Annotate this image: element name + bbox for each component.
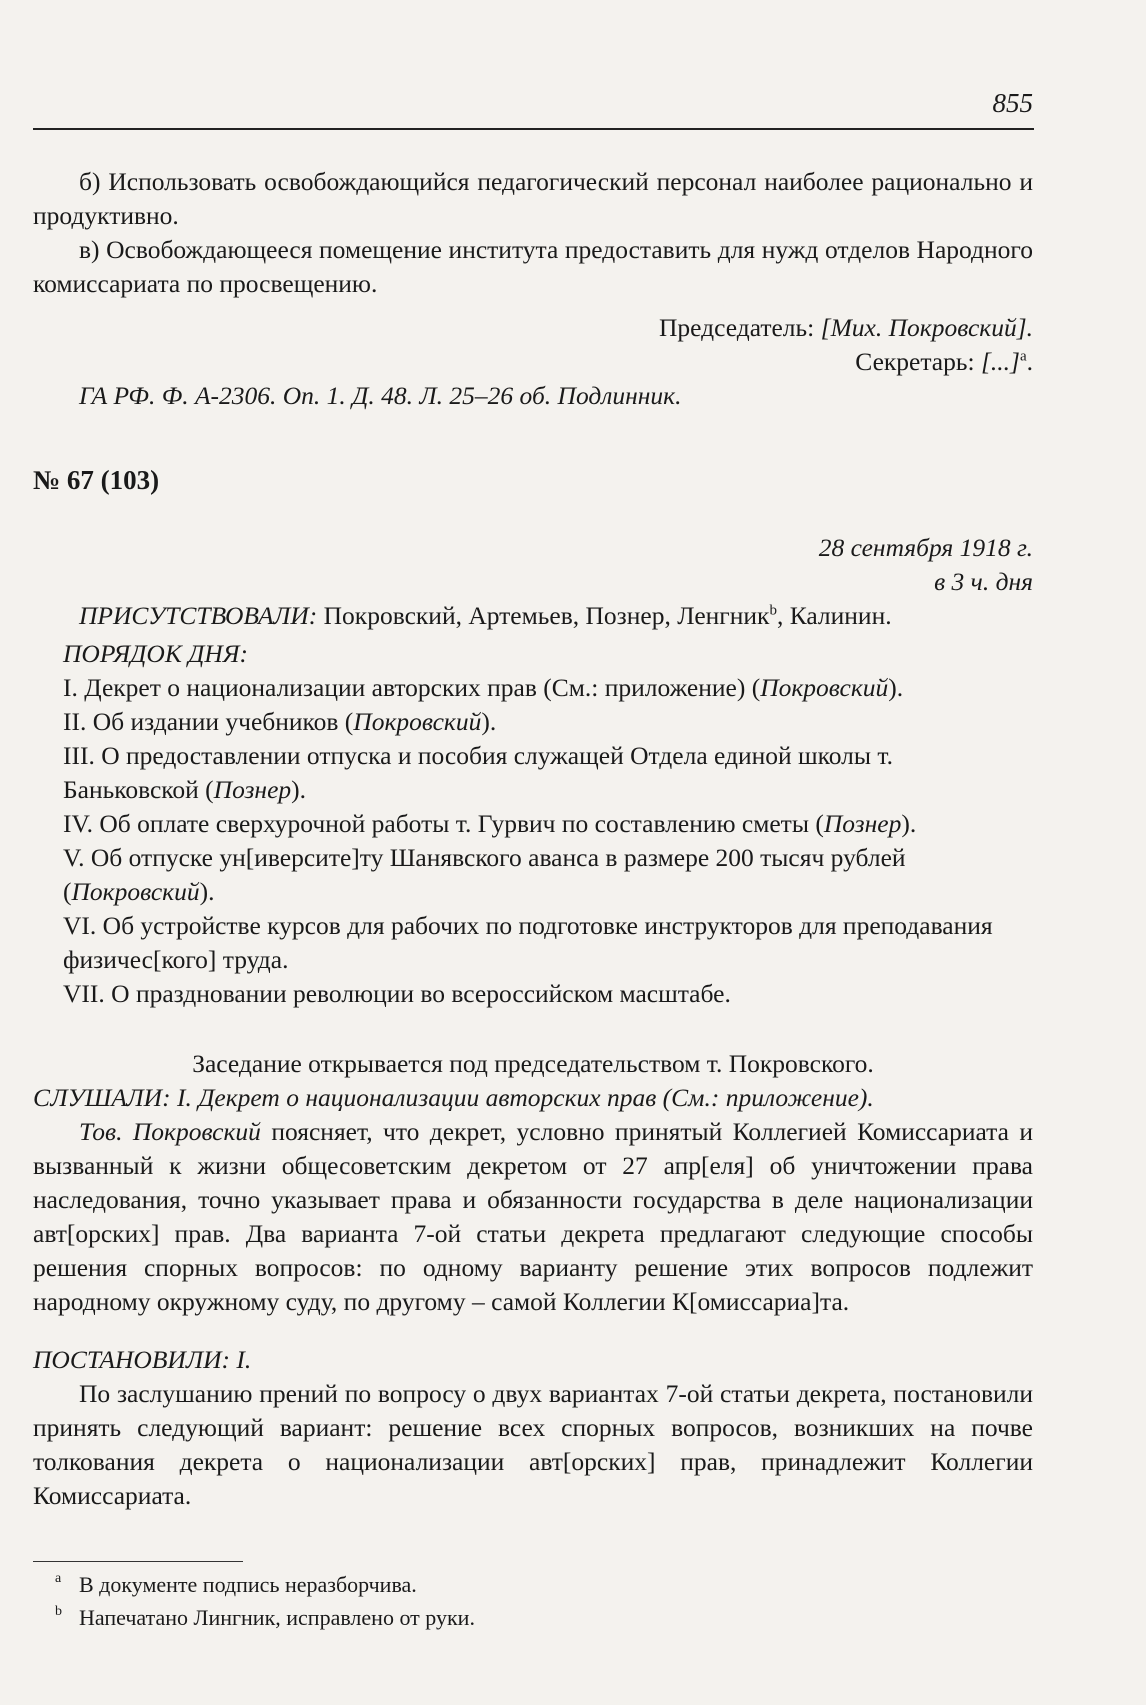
footnote-ref-a: a xyxy=(1019,348,1027,365)
footnote-b: b Напечатано Лингник, исправлено от руки. xyxy=(55,1604,475,1630)
chairman-line xyxy=(33,311,1033,345)
footnote-ref-b: b xyxy=(769,602,777,619)
agenda-item-7: VII. О праздновании революции во всероссийском масштабе. xyxy=(63,979,731,1008)
footnote-a: a В документе подпись неразборчива. xyxy=(55,1571,417,1597)
document-number: № 67 (103) xyxy=(33,465,160,495)
agenda-item-1: I. Декрет о национализации авторских прав (См.: приложение) (Покровский). xyxy=(63,673,904,702)
present-names: Покровский, Артемьев, Познер, Ленгник xyxy=(317,601,770,630)
speaker-name: Тов. Покровский xyxy=(79,1117,261,1146)
chairman-name: [Мих. Покровский]. xyxy=(820,313,1033,342)
present-tail: , Калинин. xyxy=(776,601,892,630)
decision-paragraph: По заслушанию прений по вопросу о двух вариантах 7-ой статьи декрета, постановили принять следующий вариант: решение всех спорных вопросов, возникших на почве толкования декрета о национализации авт[орских] прав, принадлежит Коллегии Комиссариата. xyxy=(33,1379,1033,1510)
item-v: в) Освобождающееся помещение института предоставить для нужд отделов Народного комиссариата по просвещению. xyxy=(33,235,1033,298)
secretary-label: Секретарь: xyxy=(855,347,981,376)
agenda-item-2: II. Об издании учебников (Покровский). xyxy=(63,707,497,736)
agenda xyxy=(33,637,1033,1011)
chairman-label: Председатель: xyxy=(658,313,821,342)
footnotes xyxy=(33,1561,1033,1634)
archive-reference: ГА РФ. Ф. А-2306. Оп. 1. Д. 48. Л. 25–26 об. Подлинник. xyxy=(79,381,682,410)
header-rule xyxy=(33,128,1034,130)
document-time: в 3 ч. дня xyxy=(934,567,1033,596)
speech-text: поясняет, что декрет, условно принятый Коллегией Комиссариата и вызванный к жизни общесоветским декретом от 27 апр[еля] об уничтожении права наследования, точно указывает права и обязанности государства в деле национализации авт[орских] прав. Два варианта 7-ой статьи декрета предлагают следующие способы решения спорных вопросов: по одному варианту решение этих вопросов подлежит народному окружному суду, по другому – самой Коллегии К[омиссариа]та. xyxy=(33,1117,1033,1316)
agenda-item-6: VI. Об устройстве курсов для рабочих по подготовке инструкторов для преподавания физичес[кого] труда. xyxy=(63,911,993,974)
decided-heading: ПОСТАНОВИЛИ: I. xyxy=(33,1345,252,1374)
heard-heading: СЛУШАЛИ: I. Декрет о национализации авторских прав (См.: приложение). xyxy=(33,1083,874,1112)
speech-paragraph xyxy=(33,1115,1033,1319)
opening-line: Заседание открывается под председательством т. Покровского. xyxy=(192,1049,874,1078)
secretary-name: [...] xyxy=(980,347,1020,376)
document-date: 28 сентября 1918 г. xyxy=(818,533,1033,562)
agenda-item-4: IV. Об оплате сверхурочной работы т. Гурвич по составлению сметы (Познер). xyxy=(63,809,917,838)
secretary-end: . xyxy=(1026,347,1033,376)
agenda-item-3: III. О предоставлении отпуска и пособия служащей Отдела единой школы т. Баньковской (Познер). xyxy=(63,741,894,804)
footnote-rule xyxy=(33,1561,243,1562)
item-b: б) Использовать освобождающийся педагогический персонал наиболее рационально и продуктивно. xyxy=(33,167,1033,230)
agenda-item-5: V. Об отпуске ун[иверсите]ту Шанявского аванса в размере 200 тысяч рублей (Покровский). xyxy=(63,843,906,906)
present-line xyxy=(33,599,1033,633)
page-number: 855 xyxy=(992,88,1033,118)
agenda-title: ПОРЯДОК ДНЯ: xyxy=(63,639,249,668)
document-body xyxy=(33,165,1033,1513)
secretary-line xyxy=(33,345,1033,379)
present-label: ПРИСУТСТВОВАЛИ: xyxy=(79,601,318,630)
